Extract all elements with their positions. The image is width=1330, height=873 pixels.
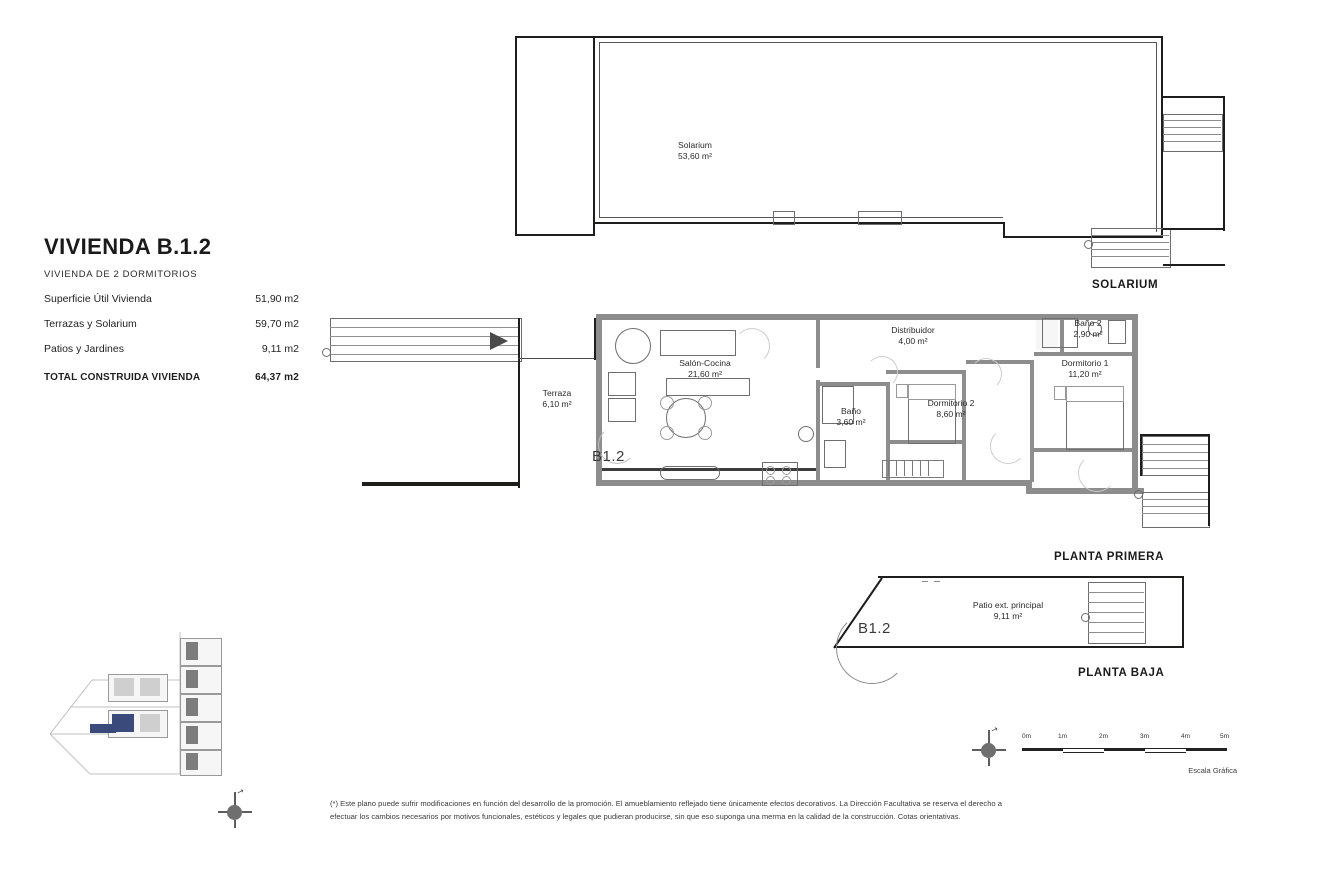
disclaimer-line-1: (*) Este plano puede sufrir modificaciones en función del desarrollo de la promoción. El amueblamiento reflejado tiene únicamente efectos decorativos. La Dirección Facultativa se reserva el derecho a bbox=[330, 799, 1002, 808]
stair-tread bbox=[330, 327, 520, 328]
nightstand-icon bbox=[896, 384, 908, 398]
key-plan-unit-detail bbox=[186, 670, 198, 688]
wall bbox=[1182, 576, 1184, 648]
room-label-bano2 bbox=[1042, 318, 1134, 339]
spec-row bbox=[44, 343, 344, 355]
spec-value: 59,70 m2 bbox=[255, 318, 299, 330]
room-label-solarium bbox=[605, 140, 785, 161]
door-swing-icon bbox=[866, 356, 898, 388]
spec-row bbox=[44, 293, 344, 305]
wall bbox=[515, 234, 595, 236]
plan-caption-ground-floor: PLANTA BAJA bbox=[1078, 667, 1165, 679]
exterior-stair bbox=[1142, 436, 1210, 476]
wall bbox=[1142, 434, 1210, 436]
key-plan-unit-detail bbox=[140, 714, 160, 732]
hob-burner-icon bbox=[782, 476, 791, 485]
room-area: 8,60 m² bbox=[936, 408, 966, 419]
wardrobe-divider bbox=[912, 460, 913, 476]
page-title: VIVIENDA B.1.2 bbox=[44, 234, 212, 259]
room-area: 11,20 m² bbox=[1068, 368, 1102, 379]
ground-floor-plan bbox=[826, 572, 1226, 662]
scale-bar bbox=[1022, 748, 1227, 751]
page-subtitle: VIVIENDA DE 2 DORMITORIOS bbox=[44, 269, 198, 280]
wall bbox=[515, 36, 517, 236]
room-label-patio bbox=[928, 600, 1088, 621]
stair-tread bbox=[1163, 120, 1221, 121]
room-area: 2,90 m² bbox=[1073, 328, 1103, 339]
door-swing-icon bbox=[990, 428, 1026, 464]
title-block bbox=[44, 234, 344, 383]
partition-wall bbox=[816, 380, 820, 480]
stair-tread bbox=[1163, 134, 1221, 135]
scale-caption: Escala Gráfica bbox=[1188, 766, 1237, 775]
armchair-icon bbox=[608, 398, 636, 422]
wall bbox=[515, 36, 595, 38]
wall bbox=[1163, 96, 1225, 98]
dash bbox=[934, 581, 940, 582]
opening bbox=[858, 211, 902, 225]
room-label-dormitorio2 bbox=[905, 398, 997, 419]
hob-burner-icon bbox=[782, 466, 791, 475]
sink-icon bbox=[660, 466, 720, 480]
wardrobe-divider bbox=[904, 460, 905, 476]
room-area: 6,10 m² bbox=[542, 398, 572, 409]
stair-tread bbox=[1088, 622, 1144, 623]
door-swing-icon bbox=[970, 358, 1002, 390]
plan-caption-first-floor: PLANTA PRIMERA bbox=[1054, 551, 1164, 563]
disclaimer-line-2: efectuar los cambios necesarios por motivos funcionales, estéticos y legales que pudieran producirse, sin que eso suponga una merma en la calidad de la construcción. Cotas orientativas. bbox=[330, 811, 961, 821]
partition-wall bbox=[886, 370, 966, 374]
room-name: Salón-Cocina bbox=[679, 358, 731, 368]
hob-burner-icon bbox=[766, 476, 775, 485]
wall-inner bbox=[599, 42, 600, 218]
room-label-distribuidor bbox=[848, 325, 978, 346]
stair-direction-arrow-icon bbox=[490, 330, 520, 352]
spec-row-total bbox=[44, 372, 344, 383]
scale-tick-label: 1m bbox=[1058, 733, 1068, 740]
north-arrow-keyplan bbox=[218, 786, 252, 826]
stair-tread bbox=[1163, 141, 1221, 142]
exterior-stair bbox=[1142, 492, 1210, 528]
key-plan-unit-detail bbox=[140, 678, 160, 696]
stair-tread bbox=[1091, 256, 1169, 257]
wall-inner bbox=[1156, 42, 1157, 232]
scale-tick-label: 3m bbox=[1140, 733, 1150, 740]
graphic-scale bbox=[1022, 733, 1237, 775]
pillow-icon bbox=[1066, 386, 1124, 402]
spec-label: Terrazas y Solarium bbox=[44, 318, 137, 330]
nightstand-icon bbox=[1054, 386, 1066, 400]
room-area: 53,60 m² bbox=[678, 150, 712, 161]
north-arrow-scale bbox=[972, 724, 1006, 764]
stair-pivot-icon bbox=[1134, 490, 1143, 499]
wardrobe-divider bbox=[928, 460, 929, 476]
key-plan-unit-detail bbox=[186, 698, 198, 716]
spec-label: Superficie Útil Vivienda bbox=[44, 293, 152, 305]
room-label-bano bbox=[816, 406, 886, 427]
wall-inner bbox=[599, 42, 1157, 43]
partition-wall bbox=[1034, 352, 1138, 356]
partition-wall bbox=[962, 370, 966, 482]
solarium-floor-plan bbox=[515, 28, 1225, 278]
north-letter: ↗ bbox=[235, 786, 246, 797]
wall-inner bbox=[599, 217, 1003, 218]
stair-tread bbox=[1088, 592, 1144, 593]
key-plan-unit-detail bbox=[114, 678, 134, 696]
wall bbox=[1208, 434, 1210, 526]
spec-value: 9,11 m2 bbox=[261, 343, 299, 355]
stair-tread bbox=[330, 354, 520, 355]
scale-tick-label: 5m bbox=[1220, 733, 1230, 740]
armchair-icon bbox=[608, 372, 636, 396]
wall bbox=[593, 222, 1005, 224]
scale-tick-label: 0m bbox=[1022, 733, 1032, 740]
spec-value: 51,90 m2 bbox=[255, 293, 299, 305]
toilet-icon bbox=[824, 440, 846, 468]
partition-wall bbox=[1030, 362, 1034, 482]
scale-segment bbox=[1145, 748, 1186, 753]
wall bbox=[1026, 488, 1144, 494]
spec-row bbox=[44, 318, 344, 330]
wardrobe-divider bbox=[888, 460, 889, 476]
stair-pivot-icon bbox=[322, 348, 331, 357]
key-plan-unit-detail bbox=[186, 726, 198, 744]
spec-value: 64,37 m2 bbox=[255, 372, 299, 383]
room-name: Terraza bbox=[542, 388, 572, 398]
room-area: 9,11 m² bbox=[993, 610, 1023, 621]
stair-tread bbox=[1142, 499, 1208, 500]
room-name: Patio ext. principal bbox=[972, 600, 1044, 610]
disclaimer-note bbox=[330, 798, 1235, 823]
wall-inner bbox=[518, 358, 598, 359]
room-area: 3,60 m² bbox=[836, 416, 866, 427]
stair-tread bbox=[1142, 444, 1208, 445]
stair-tread bbox=[1091, 249, 1169, 250]
room-name: Solarium bbox=[678, 140, 712, 150]
room-name: Baño 2 bbox=[1074, 318, 1102, 328]
first-floor-plan bbox=[330, 300, 1230, 540]
round-table-icon bbox=[615, 328, 651, 364]
chair-icon bbox=[698, 396, 712, 410]
stair-tread bbox=[1088, 602, 1144, 603]
opening bbox=[773, 211, 795, 225]
tv-console-icon bbox=[666, 378, 750, 396]
wall bbox=[593, 36, 595, 234]
wall bbox=[1163, 264, 1225, 266]
plan-caption-solarium: SOLARIUM bbox=[1092, 279, 1159, 291]
washbasin-icon bbox=[798, 426, 814, 442]
room-area: 21,60 m² bbox=[688, 368, 722, 379]
room-name: Dormitorio 2 bbox=[927, 398, 975, 408]
wall bbox=[1223, 96, 1225, 231]
partition-wall bbox=[816, 320, 820, 368]
chair-icon bbox=[660, 426, 674, 440]
stair-tread bbox=[1142, 506, 1208, 507]
stair-tread bbox=[1142, 468, 1208, 469]
north-letter: ↗ bbox=[989, 724, 1000, 735]
stair-tread bbox=[1142, 452, 1208, 453]
wall bbox=[1140, 434, 1142, 476]
stair-tread bbox=[1088, 632, 1144, 633]
spec-label: Patios y Jardines bbox=[44, 343, 124, 355]
hob-burner-icon bbox=[766, 466, 775, 475]
wall bbox=[1163, 228, 1225, 230]
unit-code-ground-floor: B1.2 bbox=[858, 620, 891, 637]
wardrobe-divider bbox=[920, 460, 921, 476]
stair-tread bbox=[1142, 460, 1208, 461]
dash bbox=[922, 581, 928, 582]
door-swing-icon bbox=[1078, 454, 1116, 492]
room-label-dormitorio1 bbox=[1030, 358, 1140, 379]
wardrobe-icon bbox=[882, 460, 944, 478]
key-plan-unit-detail bbox=[186, 642, 198, 660]
stair-tread bbox=[1163, 127, 1221, 128]
sofa-icon bbox=[660, 330, 736, 356]
room-name: Distribuidor bbox=[891, 325, 935, 335]
chair-icon bbox=[660, 396, 674, 410]
stair-tread bbox=[1091, 242, 1169, 243]
room-area: 4,00 m² bbox=[898, 335, 928, 346]
room-name: Baño bbox=[840, 406, 862, 416]
room-label-salon-cocina bbox=[650, 358, 760, 379]
wall bbox=[878, 576, 1184, 578]
spec-label: TOTAL CONSTRUIDA VIVIENDA bbox=[44, 372, 201, 383]
key-plan-highlighted-unit bbox=[90, 724, 116, 733]
unit-code-first-floor: B1.2 bbox=[592, 448, 625, 465]
stair-tread bbox=[1088, 612, 1144, 613]
stair-lower bbox=[1091, 228, 1171, 268]
stair-tread bbox=[1142, 513, 1208, 514]
chair-icon bbox=[698, 426, 712, 440]
wall bbox=[596, 480, 1032, 486]
room-name: Dormitorio 1 bbox=[1061, 358, 1109, 368]
key-plan bbox=[50, 632, 230, 777]
scale-ticks bbox=[1022, 733, 1237, 758]
wall bbox=[362, 482, 520, 486]
wall bbox=[593, 36, 1163, 38]
scale-segment bbox=[1063, 748, 1104, 753]
room-label-terraza bbox=[518, 388, 596, 409]
wall bbox=[1132, 314, 1138, 494]
key-plan-unit-detail bbox=[186, 753, 198, 770]
stair-pivot-icon bbox=[1084, 240, 1093, 249]
scale-tick-label: 4m bbox=[1181, 733, 1191, 740]
stair-tread bbox=[1091, 235, 1169, 236]
scale-tick-label: 2m bbox=[1099, 733, 1109, 740]
wardrobe-divider bbox=[896, 460, 897, 476]
